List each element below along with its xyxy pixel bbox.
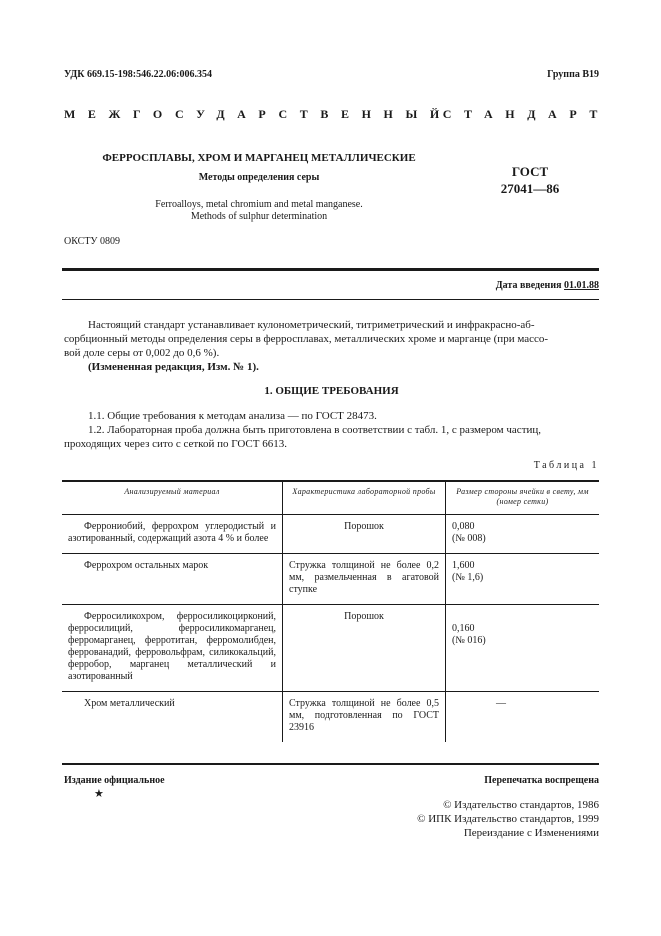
cell-characteristic: Порошок <box>283 605 446 692</box>
cell-material: Ферросиликохром, ферросиликоцирконий, ферросилиций, ферросиликомарганец, ферромарганец, ферротитан, ферромолибден, феррованадий, ферровольфрам, силикокальций, ферробор, марганец металлический и азотированный <box>62 605 283 692</box>
divider-top <box>62 268 599 271</box>
intro-date-label: Дата введения <box>495 280 562 291</box>
cell-size <box>446 554 600 605</box>
gost-number: 27041—86 <box>500 181 560 196</box>
intro-line-1: Настоящий стандарт устанавливает кулонометрический, титриметрический и инфракрасно-аб- <box>88 319 535 331</box>
clause-1-2-line-1: 1.2. Лабораторная проба должна быть приготовлена в соответствии с табл. 1, с размером частиц, <box>88 424 542 436</box>
english-title-line1: Ferroalloys, metal chromium and metal manganese. <box>155 199 363 210</box>
cell-size <box>446 605 600 692</box>
cell-material: Хром металлический <box>84 698 175 709</box>
table-row <box>62 554 599 605</box>
section-1-body <box>64 409 599 451</box>
clause-1-2-line-2: проходящих через сито с сеткой по ГОСТ 6613. <box>64 438 287 450</box>
banner-word-interstate: МЕЖГОСУДАРСТВЕННЫЙ <box>64 107 452 121</box>
gost-label: ГОСТ <box>511 164 549 179</box>
table-row <box>62 605 599 692</box>
star-icon: ★ <box>94 788 104 800</box>
header-mesh-size: Размер стороны ячейки в свету, мм (номер сетки) <box>446 481 600 515</box>
clause-1-1: 1.1. Общие требования к методам анализа — по ГОСТ 28473. <box>88 410 377 422</box>
reprint-prohibited: Перепечатка воспрещена <box>484 775 599 786</box>
table-caption: Таблица 1 <box>533 460 599 471</box>
cell-material: Феррохром остальных марок <box>62 554 283 605</box>
document-title: ФЕРРОСПЛАВЫ, ХРОМ И МАРГАНЕЦ МЕТАЛЛИЧЕСКИЕ <box>102 152 416 164</box>
table-row <box>62 692 599 743</box>
divider-bottom <box>62 299 599 300</box>
english-title-line2: Methods of sulphur determination <box>190 211 328 222</box>
official-edition: Издание официальное <box>64 775 165 786</box>
intro-paragraph <box>64 318 599 374</box>
size-value: 0,160 <box>452 623 475 634</box>
materials-table <box>62 480 599 742</box>
mesh-number: (№ 016) <box>452 635 486 646</box>
size-value: — <box>496 698 506 709</box>
mesh-number: (№ 008) <box>452 533 486 544</box>
banner-word-standard: СТАНДАРТ <box>442 107 610 121</box>
cell-characteristic: Порошок <box>283 515 446 554</box>
copyright-1999: © ИПК Издательство стандартов, 1999 <box>417 813 599 825</box>
copyright-1986: © Издательство стандартов, 1986 <box>443 799 599 811</box>
intro-date <box>496 280 599 291</box>
intro-line-3: вой доле серы от 0,002 до 0,6 %). <box>64 347 220 359</box>
cell-characteristic: Стружка толщиной не более 0,5 мм, подготовленная по ГОСТ 23916 <box>283 692 446 743</box>
table-header-row <box>62 481 599 515</box>
cell-characteristic: Стружка толщиной не более 0,2 мм, размельченная в агатовой ступке <box>283 554 446 605</box>
size-value: 1,600 <box>452 560 475 571</box>
cell-size <box>446 692 600 743</box>
intro-line-2: сорбционный методы определения серы в ферросплавах, металлических хроме и марганце (при массо- <box>64 333 549 345</box>
header-material: Анализируемый материал <box>62 481 283 515</box>
udk-code: УДК 669.15-198:546.22.06:006.354 <box>64 69 212 80</box>
document-subtitle: Методы определения серы <box>198 172 320 183</box>
header-characteristic: Характеристика лабораторной пробы <box>283 481 446 515</box>
section-1-heading: 1. ОБЩИЕ ТРЕБОВАНИЯ <box>264 385 399 397</box>
group-code: Группа В19 <box>547 69 599 80</box>
cell-size <box>446 515 600 554</box>
reissue-note: Переиздание с Изменениями <box>463 827 599 839</box>
mesh-number: (№ 1,6) <box>452 572 484 583</box>
cell-material: Феррониобий, феррохром углеродистый и азотированный, содержащий азота 4 % и более <box>62 515 283 554</box>
oksty-code: ОКСТУ 0809 <box>64 236 121 247</box>
table-row <box>62 515 599 554</box>
size-value: 0,080 <box>452 521 475 532</box>
footer-divider <box>62 763 599 765</box>
intro-edition-note: (Измененная редакция, Изм. № 1). <box>88 361 259 373</box>
intro-date-value: 01.01.88 <box>564 280 599 291</box>
